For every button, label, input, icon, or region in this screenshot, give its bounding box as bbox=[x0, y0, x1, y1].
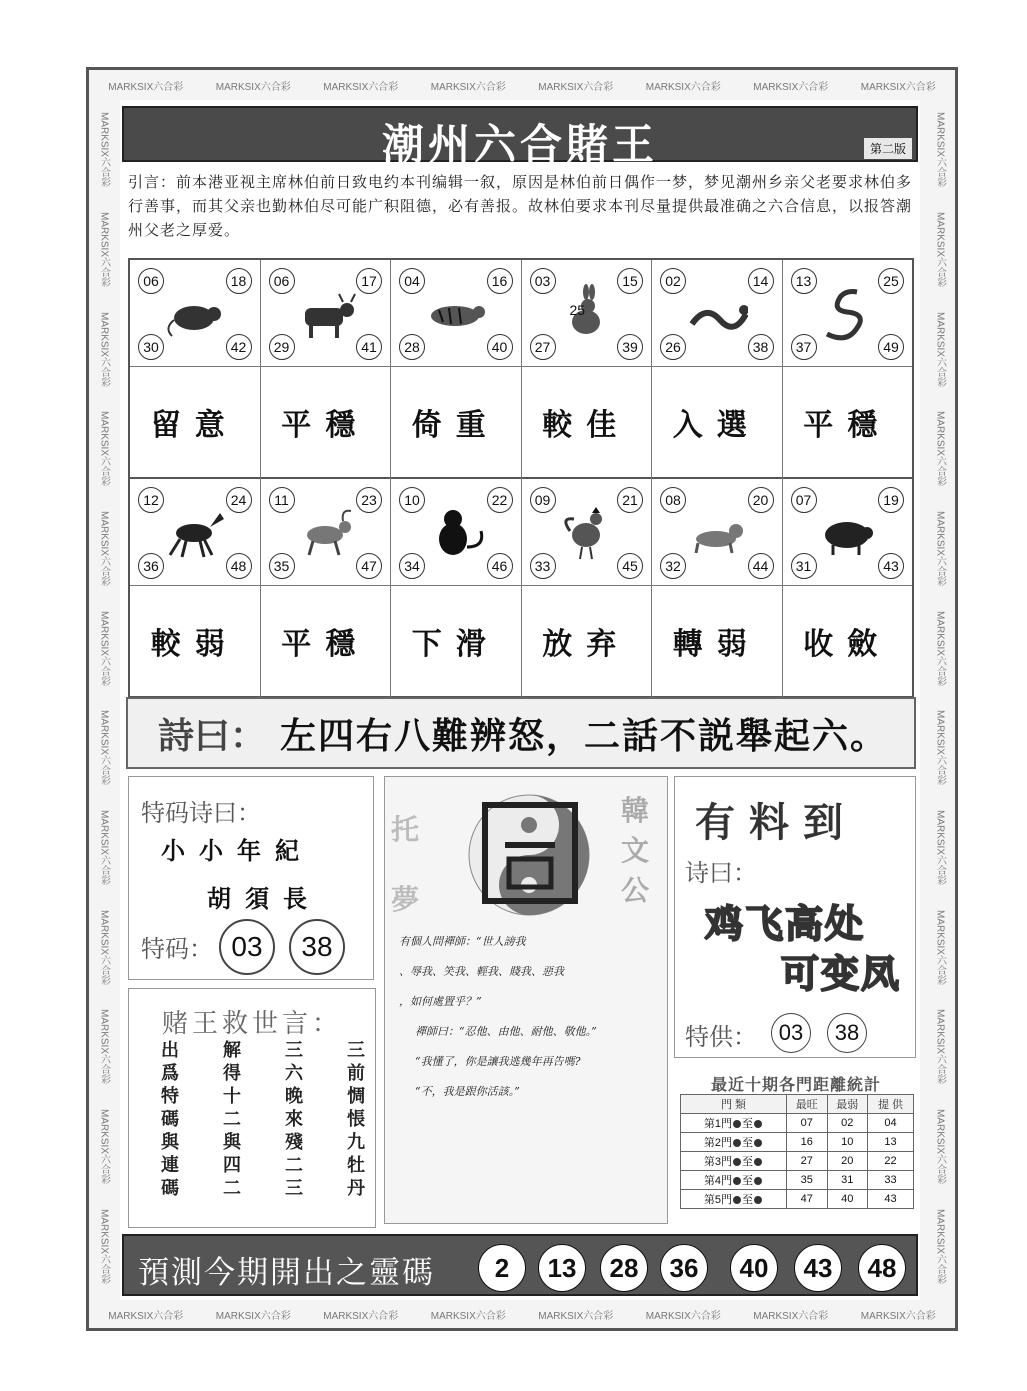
tema-line2: 胡須長 bbox=[207, 885, 321, 913]
zodiac-cell-tiger bbox=[391, 260, 522, 367]
ball-dot-icon bbox=[754, 1139, 762, 1147]
stats-door-cell bbox=[681, 1190, 787, 1209]
zen-story-line: 有個人問禪師：“世人謗我 bbox=[399, 935, 526, 948]
gambler-words-char: 碼 bbox=[161, 1109, 179, 1130]
zodiac-cell-dog bbox=[652, 479, 783, 586]
tema-line1: 小小年紀 bbox=[161, 837, 313, 865]
ball-dot-icon bbox=[733, 1158, 741, 1166]
zodiac-number: 45 bbox=[617, 553, 643, 579]
gambler-words-char: 四 bbox=[223, 1155, 241, 1176]
snake-icon bbox=[817, 284, 879, 342]
rabbit-icon bbox=[556, 284, 618, 342]
stats-min-cell: 02 bbox=[827, 1114, 868, 1133]
stats-max-cell: 16 bbox=[786, 1133, 827, 1152]
stats-min-cell: 20 bbox=[827, 1152, 868, 1171]
gambler-words-columns bbox=[161, 1039, 365, 1200]
zodiac-number: 16 bbox=[487, 268, 513, 294]
stats-range-label: 至 bbox=[742, 1118, 754, 1130]
edition-badge: 第二版 bbox=[864, 138, 912, 159]
zodiac-forecast-word: 平穩 bbox=[261, 367, 391, 479]
stats-range-label: 至 bbox=[742, 1156, 754, 1168]
gambler-words-char: 碼 bbox=[161, 1178, 179, 1199]
zodiac-number: 24 bbox=[226, 487, 252, 513]
tema-label: 特码诗曰： bbox=[141, 799, 261, 827]
zodiac-number: 08 bbox=[660, 487, 686, 513]
stats-row bbox=[681, 1152, 914, 1171]
horse-icon bbox=[164, 503, 226, 561]
gambler-words-char: 連 bbox=[161, 1155, 179, 1176]
zodiac-cell-rabbit bbox=[522, 260, 653, 367]
stats-header-cell: 門 類 bbox=[681, 1095, 787, 1114]
stats-row bbox=[681, 1171, 914, 1190]
zodiac-forecast-word: 較佳 bbox=[522, 367, 652, 479]
gambler-words-char: 解 bbox=[223, 1040, 241, 1061]
title-bar bbox=[122, 106, 918, 168]
zodiac-word-cell bbox=[391, 367, 522, 479]
stats-header-row bbox=[681, 1095, 914, 1114]
zodiac-cell-rat bbox=[130, 260, 261, 367]
ball-dot-icon bbox=[754, 1120, 762, 1128]
stats-row bbox=[681, 1114, 914, 1133]
zodiac-forecast-word: 留意 bbox=[130, 367, 260, 479]
zodiac-number: 03 bbox=[530, 268, 556, 294]
zen-story-line: 、辱我、笑我、輕我、賤我、惡我 bbox=[399, 965, 564, 978]
zodiac-number: 43 bbox=[878, 553, 904, 579]
stats-door-label: 第2門 bbox=[703, 1137, 733, 1149]
zodiac-number: 46 bbox=[487, 553, 513, 579]
monkey-icon bbox=[425, 503, 487, 561]
zodiac-number: 19 bbox=[878, 487, 904, 513]
zodiac-number: 40 bbox=[487, 334, 513, 360]
stats-row bbox=[681, 1133, 914, 1152]
stats-pick-cell: 04 bbox=[868, 1114, 914, 1133]
stats-row bbox=[681, 1190, 914, 1209]
gambler-words-char: 前 bbox=[347, 1063, 365, 1084]
zen-story-line: ，如何處置乎？” bbox=[399, 995, 482, 1008]
gambler-words-char: 特 bbox=[161, 1086, 179, 1107]
prediction-number-ball: 48 bbox=[858, 1244, 906, 1292]
youliao-code-ball: 38 bbox=[827, 1013, 867, 1053]
zodiac-forecast-word: 較弱 bbox=[130, 586, 260, 698]
stats-range-label: 至 bbox=[742, 1175, 754, 1187]
poem-text: 左四右八難辨怒，二話不説舉起六。 bbox=[280, 715, 889, 757]
stats-header-cell: 提 供 bbox=[868, 1095, 914, 1114]
zodiac-forecast-word: 下滑 bbox=[391, 586, 521, 698]
zodiac-number: 41 bbox=[356, 334, 382, 360]
gambler-words-title: 赌王救世言： bbox=[161, 1009, 342, 1039]
dragon-icon bbox=[686, 284, 748, 342]
zodiac-number: 27 bbox=[530, 334, 556, 360]
gambler-words-char: 牡 bbox=[347, 1155, 365, 1176]
zodiac-number: 34 bbox=[399, 553, 425, 579]
watermark-bottom: MARKSIX六合彩 MARKSIX六合彩 MARKSIX六合彩 MARKSIX六合彩 MARKSIX六合彩 MARKSIX六合彩 MARKSIX六合彩 MARKSIX六合彩 bbox=[108, 1310, 936, 1322]
zodiac-number: 29 bbox=[269, 334, 295, 360]
ball-dot-icon bbox=[733, 1139, 741, 1147]
zodiac-number: 44 bbox=[748, 553, 774, 579]
dog-icon bbox=[686, 503, 748, 561]
zodiac-picture bbox=[652, 260, 782, 367]
stats-door-label: 第4門 bbox=[703, 1175, 733, 1187]
zodiac-word-cell bbox=[652, 586, 783, 698]
gambler-words-column bbox=[223, 1039, 241, 1200]
zodiac-word-row bbox=[130, 586, 912, 698]
zodiac-number: 33 bbox=[530, 553, 556, 579]
zodiac-number: 42 bbox=[226, 334, 252, 360]
gambler-words-column bbox=[285, 1039, 303, 1200]
zodiac-picture bbox=[783, 479, 913, 586]
zodiac-word-row bbox=[130, 367, 912, 479]
zodiac-picture-row bbox=[130, 479, 912, 586]
stats-door-label: 第5門 bbox=[703, 1194, 733, 1206]
zodiac-word-cell bbox=[261, 586, 392, 698]
zodiac-forecast-word: 倚重 bbox=[391, 367, 521, 479]
zodiac-number: 39 bbox=[617, 334, 643, 360]
zodiac-number: 10 bbox=[399, 487, 425, 513]
zodiac-cell-snake bbox=[783, 260, 913, 367]
stats-door-cell bbox=[681, 1114, 787, 1133]
zodiac-picture bbox=[652, 479, 782, 586]
zodiac-word-cell bbox=[652, 367, 783, 479]
stats-table bbox=[680, 1094, 914, 1209]
gambler-words-char: 得 bbox=[223, 1063, 241, 1084]
youliao-code-ball: 03 bbox=[771, 1013, 811, 1053]
stats-pick-cell: 22 bbox=[868, 1152, 914, 1171]
zodiac-number: 28 bbox=[399, 334, 425, 360]
zen-story-line: 禪師曰：“忍他、由他、耐他、敬他。” bbox=[415, 1025, 597, 1038]
zodiac-picture bbox=[522, 260, 652, 367]
zodiac-number: 38 bbox=[748, 334, 774, 360]
youliao-line1: 鸡飞高处 bbox=[705, 902, 866, 946]
zodiac-number: 18 bbox=[226, 268, 252, 294]
dream-box bbox=[384, 776, 668, 1224]
zodiac-extra-number: 25 bbox=[569, 302, 586, 318]
zodiac-picture bbox=[783, 260, 913, 367]
zodiac-word-cell bbox=[522, 367, 653, 479]
zodiac-number: 12 bbox=[138, 487, 164, 513]
zodiac-picture bbox=[261, 260, 391, 367]
zodiac-picture bbox=[261, 479, 391, 586]
zodiac-number: 06 bbox=[269, 268, 295, 294]
tema-poem-box bbox=[128, 776, 374, 980]
gambler-words-char: 丹 bbox=[347, 1178, 365, 1199]
stats-title: 最近十期各門距離統計 bbox=[710, 1075, 881, 1094]
zodiac-number: 09 bbox=[530, 487, 556, 513]
youliao-line2: 可变凤 bbox=[781, 952, 902, 996]
watermark-top: MARKSIX六合彩 MARKSIX六合彩 MARKSIX六合彩 MARKSIX六合彩 MARKSIX六合彩 MARKSIX六合彩 MARKSIX六合彩 MARKSIX六合彩 bbox=[108, 81, 936, 93]
zodiac-picture bbox=[391, 479, 521, 586]
gambler-words-char: 十 bbox=[223, 1086, 241, 1107]
zodiac-number: 21 bbox=[617, 487, 643, 513]
gambler-words-char: 惆 bbox=[347, 1086, 365, 1107]
zodiac-number: 15 bbox=[617, 268, 643, 294]
gambler-words-box bbox=[128, 988, 376, 1228]
stats-door-label: 第1門 bbox=[703, 1118, 733, 1130]
stats-door-cell bbox=[681, 1171, 787, 1190]
stats-pick-cell: 33 bbox=[868, 1171, 914, 1190]
stats-pick-cell: 43 bbox=[868, 1190, 914, 1209]
youliao-title: 有料到 bbox=[695, 800, 857, 846]
zodiac-number: 13 bbox=[791, 268, 817, 294]
zodiac-number: 11 bbox=[269, 487, 295, 513]
zodiac-cell-dragon bbox=[652, 260, 783, 367]
gambler-words-column bbox=[347, 1039, 365, 1200]
watermark-left: MARKSIX六合彩 MARKSIX六合彩 MARKSIX六合彩 MARKSIX六合彩 MARKSIX六合彩 MARKSIX六合彩 MARKSIX六合彩 MARKSIX六合彩 MARKSIX六合彩 MARKSIX六合彩 MARKSIX六合彩 MARKSIX六合彩 bbox=[98, 112, 110, 1284]
zodiac-number: 31 bbox=[791, 553, 817, 579]
stats-door-label: 第3門 bbox=[703, 1156, 733, 1168]
gambler-words-char: 晚 bbox=[285, 1086, 303, 1107]
zodiac-number: 30 bbox=[138, 334, 164, 360]
prediction-bar bbox=[122, 1234, 918, 1296]
zhou-logo-icon bbox=[457, 787, 607, 917]
stats-pick-cell: 13 bbox=[868, 1133, 914, 1152]
zodiac-word-cell bbox=[522, 586, 653, 698]
zodiac-word-cell bbox=[130, 367, 261, 479]
zodiac-number: 22 bbox=[487, 487, 513, 513]
gambler-words-char: 與 bbox=[223, 1132, 241, 1153]
zodiac-number: 48 bbox=[226, 553, 252, 579]
zodiac-number: 25 bbox=[878, 268, 904, 294]
prediction-number-ball: 13 bbox=[538, 1244, 586, 1292]
rooster-icon bbox=[556, 503, 618, 561]
poem-bar bbox=[126, 697, 916, 769]
zodiac-number: 17 bbox=[356, 268, 382, 294]
gambler-words-char: 三 bbox=[285, 1040, 303, 1061]
zodiac-word-cell bbox=[391, 586, 522, 698]
zodiac-cell-ox bbox=[261, 260, 392, 367]
gambler-words-column bbox=[161, 1039, 179, 1200]
gambler-words-char: 三 bbox=[285, 1178, 303, 1199]
gambler-words-char: 二 bbox=[223, 1109, 241, 1130]
gambler-words-char: 三 bbox=[347, 1040, 365, 1061]
zodiac-picture bbox=[391, 260, 521, 367]
prediction-label: 預測今期開出之靈碼 bbox=[138, 1255, 435, 1291]
zodiac-number: 20 bbox=[748, 487, 774, 513]
zodiac-picture-row bbox=[130, 260, 912, 367]
zodiac-cell-rooster bbox=[522, 479, 653, 586]
prediction-number-ball: 2 bbox=[478, 1244, 526, 1292]
stats-min-cell: 31 bbox=[827, 1171, 868, 1190]
zodiac-number: 32 bbox=[660, 553, 686, 579]
zodiac-picture bbox=[522, 479, 652, 586]
prediction-number-ball: 40 bbox=[730, 1244, 778, 1292]
zodiac-forecast-word: 轉弱 bbox=[652, 586, 782, 698]
prediction-number-ball: 43 bbox=[794, 1244, 842, 1292]
zen-story-line: “我懂了，你是讓我逃幾年再告嗎? bbox=[415, 1055, 581, 1068]
gambler-words-char: 六 bbox=[285, 1063, 303, 1084]
gambler-words-char: 出 bbox=[161, 1040, 179, 1061]
stats-max-cell: 47 bbox=[786, 1190, 827, 1209]
stats-door-cell bbox=[681, 1152, 787, 1171]
page-title: 潮州六合賭王 bbox=[381, 121, 658, 168]
gambler-words-char: 來 bbox=[285, 1109, 303, 1130]
zodiac-word-cell bbox=[783, 367, 913, 479]
tema-code-ball: 38 bbox=[289, 919, 345, 975]
poem-label: 詩曰： bbox=[158, 715, 267, 757]
zodiac-word-cell bbox=[783, 586, 913, 698]
gambler-words-char: 爲 bbox=[161, 1063, 179, 1084]
stats-door-cell bbox=[681, 1133, 787, 1152]
ball-dot-icon bbox=[733, 1177, 741, 1185]
intro-text: 引言：前本港亚视主席林伯前日致电约本刊编辑一叙，原因是林伯前日偶作一梦，梦见潮州乡亲父老要求林伯多行善事，而其父亲也勤林伯尽可能广积阻德，必有善报。故林伯要求本刊尽量提供最准确之六合信息，以报答潮州父老之厚爱。 bbox=[128, 173, 913, 239]
stats-range-label: 至 bbox=[742, 1194, 754, 1206]
prediction-number-ball: 36 bbox=[660, 1244, 708, 1292]
stats-max-cell: 35 bbox=[786, 1171, 827, 1190]
zodiac-word-cell bbox=[130, 586, 261, 698]
zodiac-number: 47 bbox=[356, 553, 382, 579]
gambler-words-char: 與 bbox=[161, 1132, 179, 1153]
ball-dot-icon bbox=[733, 1196, 741, 1204]
zodiac-number: 26 bbox=[660, 334, 686, 360]
youliao-box bbox=[674, 776, 916, 1058]
youliao-tegong-label: 特供： bbox=[685, 1023, 757, 1051]
zodiac-forecast-word: 平穩 bbox=[261, 586, 391, 698]
zodiac-forecast-word: 入選 bbox=[652, 367, 782, 479]
dream-left-title: 托夢 bbox=[391, 813, 420, 916]
zodiac-cell-pig bbox=[783, 479, 913, 586]
ball-dot-icon bbox=[733, 1120, 741, 1128]
ball-dot-icon bbox=[754, 1196, 762, 1204]
zodiac-number: 49 bbox=[878, 334, 904, 360]
youliao-poem-label: 诗曰： bbox=[685, 859, 757, 887]
tema-code-ball: 03 bbox=[219, 919, 275, 975]
stats-max-cell: 07 bbox=[786, 1114, 827, 1133]
tiger-icon bbox=[425, 284, 487, 342]
zodiac-grid bbox=[128, 258, 914, 700]
zodiac-number: 36 bbox=[138, 553, 164, 579]
zodiac-word-cell bbox=[261, 367, 392, 479]
gambler-words-char: 九 bbox=[347, 1132, 365, 1153]
goat-icon bbox=[295, 503, 357, 561]
zodiac-number: 02 bbox=[660, 268, 686, 294]
ball-dot-icon bbox=[754, 1158, 762, 1166]
ball-dot-icon bbox=[754, 1177, 762, 1185]
zodiac-number: 37 bbox=[791, 334, 817, 360]
zodiac-cell-goat bbox=[261, 479, 392, 586]
gambler-words-char: 二 bbox=[223, 1178, 241, 1199]
tema-code-label: 特码： bbox=[141, 935, 213, 963]
zodiac-cell-monkey bbox=[391, 479, 522, 586]
zodiac-forecast-word: 放弃 bbox=[522, 586, 652, 698]
zodiac-number: 14 bbox=[748, 268, 774, 294]
stats-header-cell: 最旺 bbox=[786, 1095, 827, 1114]
gambler-words-char: 殘 bbox=[285, 1132, 303, 1153]
watermark-right: MARKSIX六合彩 MARKSIX六合彩 MARKSIX六合彩 MARKSIX六合彩 MARKSIX六合彩 MARKSIX六合彩 MARKSIX六合彩 MARKSIX六合彩 MARKSIX六合彩 MARKSIX六合彩 MARKSIX六合彩 MARKSIX六合彩 bbox=[934, 112, 946, 1284]
ox-icon bbox=[295, 284, 357, 342]
rat-icon bbox=[164, 284, 226, 342]
zodiac-picture bbox=[130, 260, 260, 367]
zodiac-number: 06 bbox=[138, 268, 164, 294]
zodiac-number: 35 bbox=[269, 553, 295, 579]
stats-range-label: 至 bbox=[742, 1137, 754, 1149]
stats-min-cell: 40 bbox=[827, 1190, 868, 1209]
stats-header-cell: 最弱 bbox=[827, 1095, 868, 1114]
gambler-words-char: 二 bbox=[285, 1155, 303, 1176]
zodiac-number: 23 bbox=[356, 487, 382, 513]
zodiac-number: 04 bbox=[399, 268, 425, 294]
zen-story bbox=[399, 927, 659, 1107]
zodiac-cell-horse bbox=[130, 479, 261, 586]
zodiac-picture bbox=[130, 479, 260, 586]
stats-min-cell: 10 bbox=[827, 1133, 868, 1152]
gambler-words-char: 悵 bbox=[347, 1109, 365, 1130]
stats-max-cell: 27 bbox=[786, 1152, 827, 1171]
zodiac-forecast-word: 平穩 bbox=[783, 367, 913, 479]
dream-right-title: 韓文公 bbox=[621, 794, 650, 907]
zen-story-line: “不，我是跟你活該。” bbox=[415, 1085, 520, 1098]
pig-icon bbox=[817, 503, 879, 561]
zodiac-forecast-word: 收斂 bbox=[783, 586, 913, 698]
prediction-number-ball: 28 bbox=[600, 1244, 648, 1292]
zodiac-number: 07 bbox=[791, 487, 817, 513]
